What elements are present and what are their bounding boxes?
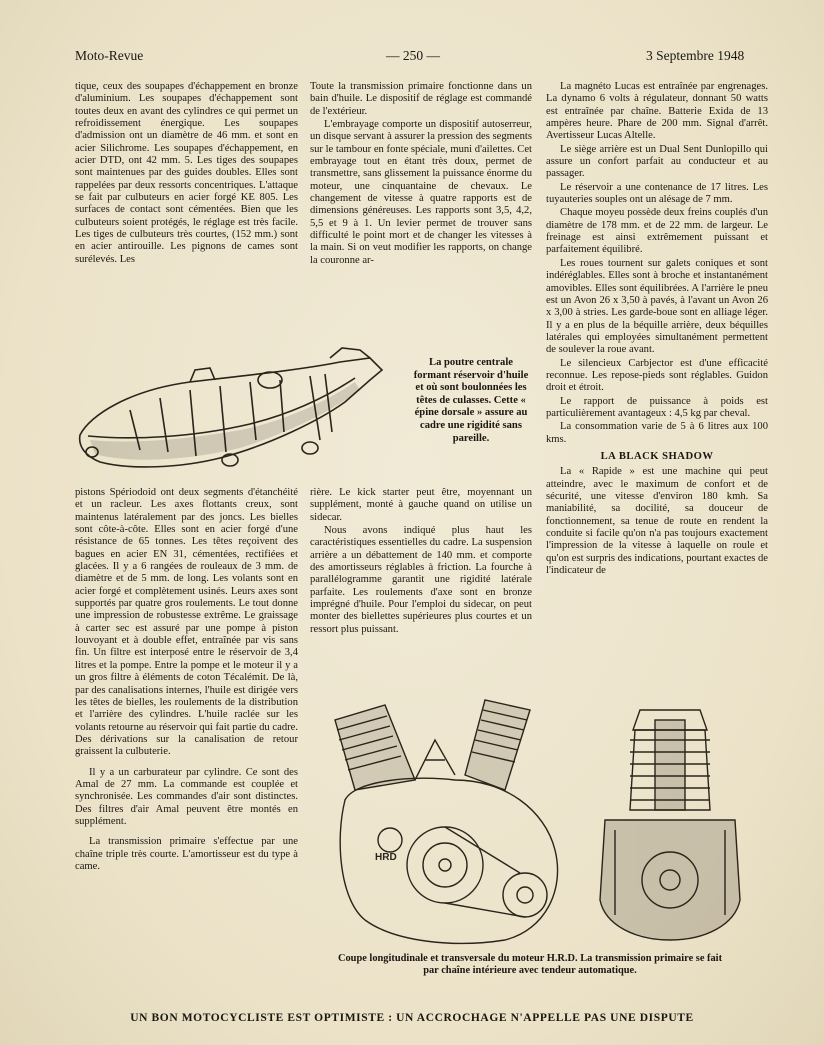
paragraph: Toute la transmission primaire fonctionne dans un bain d'huile. Le dispositif de réglage est commandé de l'extérieur.	[310, 81, 532, 117]
paragraph: Le réservoir a une contenance de 17 litres. Les tuyauteries souples ont un alésage de 7 mm.	[546, 181, 768, 206]
engine-hrd-label: HRD	[375, 852, 397, 863]
engine-longitudinal-illustration	[315, 680, 585, 950]
paragraph: Les roues tournent sur galets coniques et sont indéréglables. Elles sont à broche et instantanément amovibles. Elles sont équilibrées. A l'arrière le pneu est un Avon 26 x 3,50 à pavés, à l'avant un Avon 26 x 3,00 à stries. Les garde-boue sont en alliage léger. Il y a en plus de la béquille arrière, deux béquilles latérales qui employées simultanément permettent de soulever la roue avant.	[546, 257, 768, 356]
paragraph: pistons Spériodoid ont deux segments d'étanchéité et un racleur. Les axes flottants creux, sont maintenus latéralement par des joncs. Les bielles sont côte-à-côte. Elles sont en acier forgé d'une résistance de 65 tonnes. Les têtes reçoivent des bagues en acier EN 31, cémentées, rectifiées et glacées. Il y a 6 rangées de rouleaux de 3 mm. de diamètre et de 5 mm. de long. Les volants sont en acier forgé et complètement usinés. Leurs axes sont supportés par quatre gros roulements. Le tout donne une impression de robustesse extrême. Le graissage à carter sec est assuré par une pompe à piston louvoyant et à double effet, entraînée par vis sans fin. Un filtre est interposé entre le réservoir de 3,4 litres et la pompe. Entre la pompe et le moteur il y a un gros filtre à éléments de coton Técalémit. De là, par des canalisations internes, l'huile est dirigée vers les têtes de bielles, les roulements de la distribution et l'arrière des cylindres. L'huile raclée sur les volants retourne au réservoir qui fait partie du cadre. Des dérivations sur la canalisation de retour graissent la culbuterie.	[75, 487, 298, 758]
engine-caption: Coupe longitudinale et transversale du moteur H.R.D. La transmission primaire se fait par chaîne intérieure avec tendeur automatique.	[337, 953, 723, 977]
frame-caption: La poutre centrale formant réservoir d'huile et où sont boulonnées les têtes de culasses. Cette « épine dorsale » assure au cadre une rigidité sans pareille.	[413, 357, 529, 444]
issue-date: 3 Septembre 1948	[646, 48, 745, 63]
page-number: — 250 —	[386, 48, 440, 63]
paragraph: La transmission primaire s'effectue par une chaîne triple très courte. L'amortisseur est du type à came.	[75, 836, 298, 872]
column-3	[546, 81, 768, 577]
column-2-top	[310, 81, 532, 267]
paragraph: La magnéto Lucas est entraînée par engrenages. La dynamo 6 volts à régulateur, donnant 50 watts est entraînée par chaîne. Batterie Exida de 13 ampères heure. Phare de 200 mm. Signal d'arrêt. Avertisseur Lucas Altelle.	[546, 81, 768, 142]
paragraph: rière. Le kick starter peut être, moyennant un supplément, monté à gauche quand on utilise un sidecar.	[310, 487, 532, 523]
column-1-bottom	[75, 487, 298, 873]
paragraph: Il y a un carburateur par cylindre. Ce sont des Amal de 27 mm. La commande est couplée et synchronisée. Les commandes d'air sont distinctes. Des filtres d'air Amal peuvent être montés en supplément.	[75, 766, 298, 827]
frame-illustration	[70, 340, 400, 480]
magazine-title: Moto-Revue	[75, 48, 144, 63]
paragraph: Le siège arrière est un Dual Sent Dunlopillo qui assure un confort parfait au conducteur et au passager.	[546, 143, 768, 180]
paragraph: Le silencieux Carbjector est d'une efficacité reconnue. Les repose-pieds sont réglables. Guidon droit et étroit.	[546, 357, 768, 394]
paragraph: Chaque moyeu possède deux freins couplés d'un diamètre de 178 mm. et de 22 mm. de largeur. Le freinage est ainsi extrêmement puissant et parfaitement équilibré.	[546, 207, 768, 256]
footer-slogan: UN BON MOTOCYCLISTE EST OPTIMISTE : UN ACCROCHAGE N'APPELLE PAS UNE DISPUTE	[130, 1012, 694, 1024]
engine-transverse-illustration	[595, 700, 745, 945]
section-heading: LA BLACK SHADOW	[600, 450, 714, 462]
paragraph: Nous avons indiqué plus haut les caractéristiques essentielles du cadre. La suspension arrière a un débattement de 140 mm. et comporte des amortisseurs réglables à friction. La fourche à parallélogramme garantit une rigidité latérale parfaite. Les roulements d'axe sont en bronze imprégné d'huile. Pour l'emploi du sidecar, on peut monter des biellettes supérieures plus courtes et un ressort plus puissant.	[310, 525, 532, 635]
paragraph: La « Rapide » est une machine qui peut atteindre, avec le maximum de confort et de sécurité, une vitesse d'environ 180 kmh. Sa maniabilité, sa docilité, sa douceur de fonctionnement, sa tenue de route en rendent la conduite si facile qu'on n'a pas toujours exactement l'impression de la vitesse à laquelle on roule et qu'on est surpris des indications, pourtant exactes de l'indicateur de	[546, 466, 768, 577]
column-1-top	[75, 81, 298, 266]
column-2-bottom	[310, 487, 532, 636]
paragraph: Le rapport de puissance à poids est particulièrement avantageux : 4,5 kg par cheval.	[546, 395, 768, 419]
paragraph: La consommation varie de 5 à 6 litres aux 100 kms.	[546, 421, 768, 445]
paragraph: L'embrayage comporte un dispositif autoserreur, un disque servant à assurer la pression des segments sur le tambour en fonte spéciale, muni d'ailettes. Cet embrayage tout en étant très doux, permet de transmettre, sans glissement la puissance énorme du moteur, une cinquantaine de chevaux. Le changement de vitesse à quatre rapports est de dimensions généreuses. Les rapports sont 3,5, 4,2, 5,5 et 9 à 1. Un levier permet de trouver sans difficulté le point mort et de changer les vitesses à la main. Si on veut modifier les rapports, on change la couronne ar-	[310, 119, 532, 266]
paragraph: tique, ceux des soupapes d'échappement en bronze d'aluminium. Les soupapes d'échappement sont toutes deux en avant des cylindres ce qui permet un refroidissement énergique. Les soupapes d'admission ont un diamètre de 46 mm. et sont en acier Silichrome. Les soupapes d'échappement, en acier DTD, ont 42 mm. 5. Les tiges des soupapes sont maintenues par des guides doubles. Elles sont rappelées par deux ressorts concentriques. L'attaque se fait par culbuteurs en acier forgé KE 805. Les surfaces de contact sont cémentées. Bien que les culbuteurs soient protégés, le réglage est très facile. Les tiges de culbuteurs très courtes, (152 mm.) sont en acier antirouille. Les pignons de cames sont surélevés. Les	[75, 81, 298, 265]
